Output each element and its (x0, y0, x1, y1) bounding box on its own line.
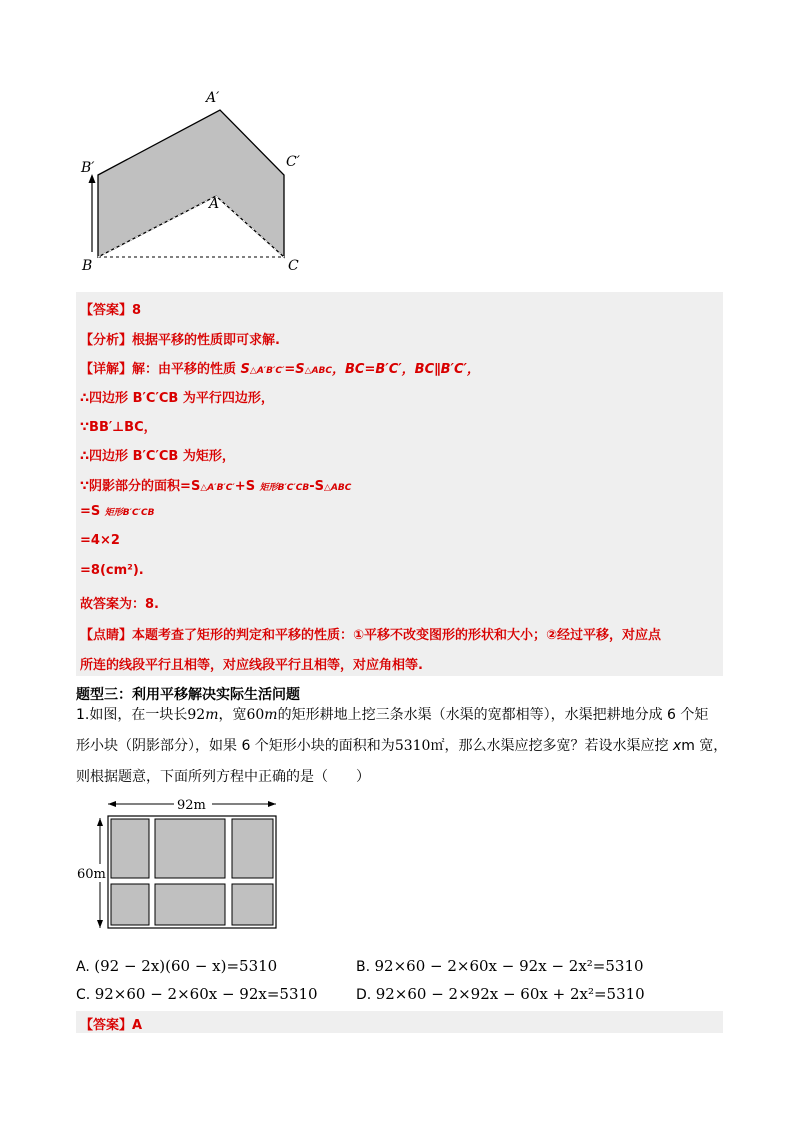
height-arrow-top (97, 818, 103, 826)
width-arrow-right (268, 801, 276, 807)
label-c: C (288, 258, 299, 274)
detail-line-6: =S 矩形B′C′CB (80, 504, 155, 519)
plot-5 (155, 884, 225, 925)
plot-4 (111, 884, 149, 925)
detail-line-9: 故答案为：8. (80, 597, 159, 612)
plot-3 (232, 819, 273, 878)
answer2-label: 【答案】A (80, 1018, 143, 1033)
plot-2 (155, 819, 225, 878)
detail-line-8: =8(cm²). (80, 563, 144, 578)
label-c-prime: C′ (286, 154, 300, 170)
option-a[interactable]: A. (92 − 2x)(60 − x)=5310 (76, 957, 278, 975)
analysis-text: 【分析】根据平移的性质即可求解. (80, 333, 280, 348)
label-a-prime: A′ (206, 90, 220, 106)
plot-1 (111, 819, 149, 878)
option-d[interactable]: D. 92×60 − 2×92x − 60x + 2x²=5310 (356, 985, 645, 1003)
question-line-3: 则根据题意，下面所列方程中正确的是（ ） (76, 769, 370, 785)
height-arrow-bottom (97, 920, 103, 928)
detail-line-4: ∴四边形 B′C′CB 为矩形， (80, 449, 235, 464)
question-line-2: 形小块（阴影部分），如果 6 个矩形小块的面积和为5310㎡，那么水渠应挖多宽？若设水渠应挖 xm 宽， (76, 738, 728, 754)
detail-line-3: ∵BB′⊥BC， (80, 420, 157, 435)
width-label: 92m (177, 798, 206, 813)
section-title: 题型三：利用平移解决实际生活问题 (76, 687, 300, 703)
comment-line-2: 所连的线段平行且相等，对应线段平行且相等，对应角相等. (80, 658, 423, 673)
option-b[interactable]: B. 92×60 − 2×60x − 92x − 2x²=5310 (356, 957, 644, 975)
shaded-region (98, 110, 284, 257)
label-b-prime: B′ (81, 160, 95, 176)
answer2-background (76, 1011, 723, 1033)
height-label: 60m (77, 867, 106, 882)
field-figure (76, 794, 316, 934)
detail-line-1: 【详解】解：由平移的性质 S△A′B′C′=S△ABC，BC=B′C′，BC∥B′C′， (80, 362, 480, 377)
label-a: A (209, 196, 220, 212)
question-line-1: 1.如图，在一块长92m，宽60m的矩形耕地上挖三条水渠（水渠的宽都相等），水渠把耕地分成 6 个矩 (76, 707, 709, 723)
width-arrow-left (108, 801, 116, 807)
translation-figure (76, 82, 316, 282)
comment-line-1: 【点睛】本题考查了矩形的判定和平移的性质：①平移不改变图形的形状和大小；②经过平移，对应点 (80, 628, 662, 643)
detail-line-5: ∵阴影部分的面积=S△A′B′C′+S 矩形B′C′CB-S△ABC (80, 479, 352, 494)
answer-label: 【答案】8 (80, 303, 142, 318)
option-c[interactable]: C. 92×60 − 2×60x − 92x=5310 (76, 985, 318, 1003)
detail-line-7: =4×2 (80, 533, 120, 548)
plot-6 (232, 884, 273, 925)
label-b: B (82, 258, 93, 274)
detail-line-2: ∴四边形 B′C′CB 为平行四边形， (80, 391, 274, 406)
